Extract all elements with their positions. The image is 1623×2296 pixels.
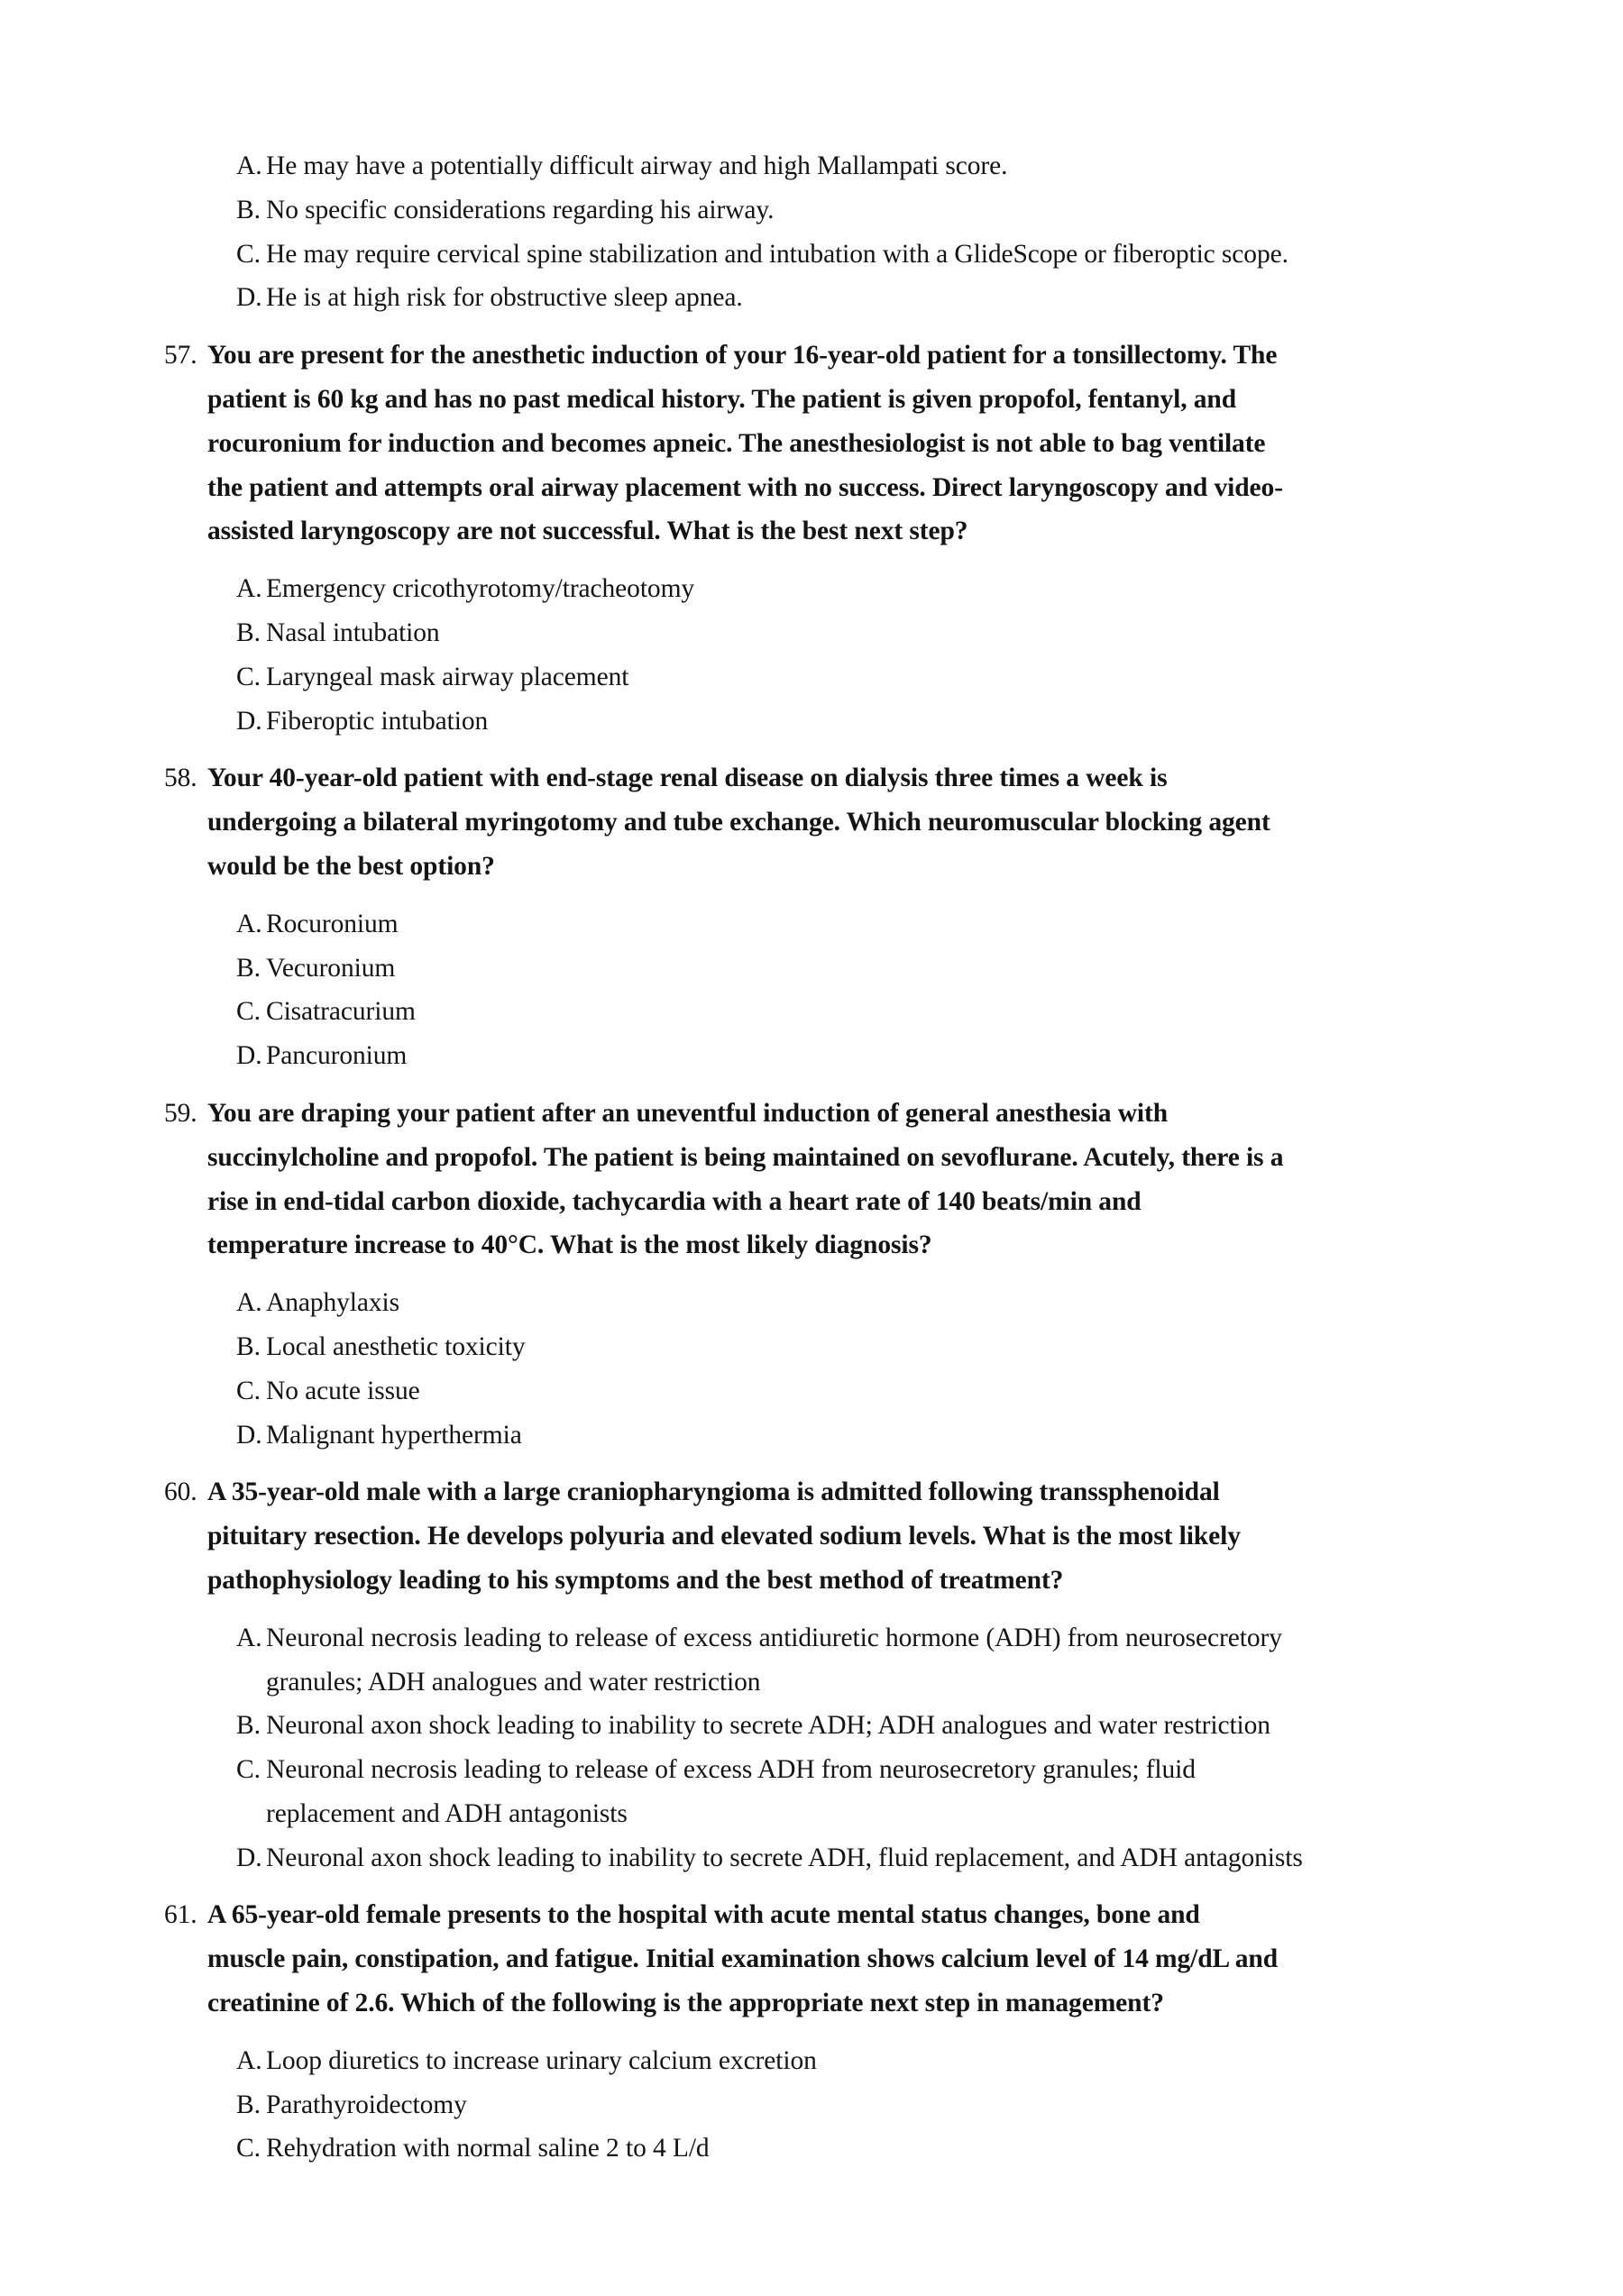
answer-option	[0, 947, 1623, 991]
option-text: He may have a potentially difficult airway and high Mallampati score.	[266, 151, 1008, 180]
question-text: A 65-year-old female presents to the hospital with acute mental status changes, bone and	[207, 1900, 1200, 1930]
question-stem-line	[0, 334, 1623, 378]
question-stem	[0, 756, 1623, 888]
question-number: 61.	[164, 1900, 197, 1930]
option-text: Anaphylaxis	[266, 1288, 400, 1318]
option-text: Rocuronium	[266, 909, 399, 938]
answer-option	[0, 567, 1623, 611]
question-text: muscle pain, constipation, and fatigue. Initial examination shows calcium level of 14 mg/dL and	[207, 1944, 1279, 1974]
answer-option	[0, 902, 1623, 947]
question-stem	[0, 1893, 1623, 2025]
question-text: patient is 60 kg and has no past medical history. The patient is given propofol, fentanyl, and	[207, 384, 1237, 414]
option-label: D.	[236, 1843, 262, 1872]
answer-option	[0, 1413, 1623, 1458]
option-text: He may require cervical spine stabilization and intubation with a GlideScope or fiberoptic scope.	[266, 239, 1288, 269]
question-stem-line	[0, 1981, 1623, 2026]
option-text: Local anesthetic toxicity	[266, 1331, 526, 1361]
question-stem-line	[0, 756, 1623, 800]
question-text: undergoing a bilateral myringotomy and tube exchange. Which neuromuscular blocking agent	[207, 808, 1270, 837]
option-label: B.	[236, 195, 261, 224]
question-number: 58.	[164, 764, 197, 793]
option-label: D.	[236, 283, 262, 313]
option-label: C.	[236, 2134, 261, 2163]
question-stem	[0, 1470, 1623, 1602]
answer-option	[0, 1325, 1623, 1369]
option-text: Emergency cricothyrotomy/tracheotomy	[266, 574, 695, 604]
option-label: B.	[236, 2090, 261, 2119]
option-text: Rehydration with normal saline 2 to 4 L/d	[266, 2134, 710, 2163]
question-stem-line	[0, 1180, 1623, 1224]
option-text: Parathyroidectomy	[266, 2090, 467, 2119]
question-stem-line	[0, 1223, 1623, 1267]
question-stem-line	[0, 422, 1623, 466]
option-label: C.	[236, 997, 261, 1027]
question-stem-line	[0, 1136, 1623, 1180]
answer-option	[0, 144, 1623, 188]
question-stem-line	[0, 845, 1623, 889]
answer-option	[0, 611, 1623, 655]
answer-option	[0, 276, 1623, 320]
answer-option-continuation	[0, 1660, 1623, 1705]
option-label: B.	[236, 1711, 261, 1741]
option-label: A.	[236, 909, 262, 938]
continued-option-list	[0, 144, 1623, 320]
question-stem	[0, 1092, 1623, 1267]
option-label: C.	[236, 239, 261, 269]
answer-option	[0, 2083, 1623, 2127]
question-text: would be the best option?	[207, 851, 495, 881]
answer-option	[0, 1704, 1623, 1748]
question-text: creatinine of 2.6. Which of the following is the appropriate next step in management?	[207, 1989, 1164, 2018]
option-label: C.	[236, 662, 261, 691]
question-item	[0, 1470, 1623, 1880]
option-text: Loop diuretics to increase urinary calcium excretion	[266, 2045, 817, 2075]
question-text: the patient and attempts oral airway placement with no success. Direct laryngoscopy and video-	[207, 472, 1283, 502]
answer-option-list	[0, 902, 1623, 1078]
option-label: D.	[236, 1041, 262, 1071]
question-stem	[0, 334, 1623, 553]
option-text: Vecuronium	[266, 953, 396, 983]
question-text: pituitary resection. He develops polyuria and elevated sodium levels. What is the most likely	[207, 1522, 1241, 1551]
question-text: You are draping your patient after an uneventful induction of general anesthesia with	[207, 1098, 1169, 1128]
question-text: A 35-year-old male with a large craniopharyngioma is admitted following transsphenoidal	[207, 1477, 1220, 1507]
question-stem-line	[0, 1893, 1623, 1937]
option-text: Fiberoptic intubation	[266, 706, 489, 736]
answer-option	[0, 1836, 1623, 1880]
option-text: He is at high risk for obstructive sleep apnea.	[266, 283, 743, 313]
question-item	[0, 1893, 1623, 2171]
option-label: B.	[236, 1331, 261, 1361]
option-text: Nasal intubation	[266, 617, 440, 647]
question-stem-line	[0, 466, 1623, 510]
answer-option	[0, 188, 1623, 233]
option-label: A.	[236, 574, 262, 604]
question-list	[0, 334, 1623, 2171]
option-text: replacement and ADH antagonists	[266, 1798, 628, 1828]
option-text: Neuronal axon shock leading to inability to secrete ADH, fluid replacement, and ADH antagonists	[266, 1843, 1303, 1872]
document-page	[0, 144, 1623, 2171]
question-stem-line	[0, 509, 1623, 553]
option-label: A.	[236, 2045, 262, 2075]
answer-option	[0, 2127, 1623, 2171]
option-label: A.	[236, 1288, 262, 1318]
question-stem-line	[0, 378, 1623, 422]
question-text: You are present for the anesthetic induction of your 16-year-old patient for a tonsillectomy. The	[207, 341, 1278, 370]
question-stem-line	[0, 1092, 1623, 1136]
option-text: Malignant hyperthermia	[266, 1420, 522, 1450]
answer-option	[0, 1748, 1623, 1792]
option-label: A.	[236, 1623, 262, 1652]
option-text: Cisatracurium	[266, 997, 416, 1027]
answer-option	[0, 990, 1623, 1034]
question-stem-line	[0, 800, 1623, 845]
answer-option	[0, 700, 1623, 744]
option-label: B.	[236, 617, 261, 647]
question-number: 60.	[164, 1477, 197, 1507]
answer-option-list	[0, 567, 1623, 743]
option-label: B.	[236, 953, 261, 983]
question-item	[0, 334, 1623, 743]
question-stem-line	[0, 1559, 1623, 1603]
question-item	[0, 756, 1623, 1078]
question-text: rocuronium for induction and becomes apneic. The anesthesiologist is not able to bag ventilate	[207, 428, 1266, 458]
question-text: rise in end-tidal carbon dioxide, tachycardia with a heart rate of 140 beats/min and	[207, 1186, 1142, 1216]
answer-option-list	[0, 1281, 1623, 1457]
question-text: pathophysiology leading to his symptoms and the best method of treatment?	[207, 1565, 1064, 1595]
option-label: D.	[236, 1420, 262, 1450]
option-text: Laryngeal mask airway placement	[266, 662, 629, 691]
answer-option	[0, 1034, 1623, 1078]
question-number: 59.	[164, 1098, 197, 1128]
question-stem-line	[0, 1937, 1623, 1981]
option-text: Neuronal necrosis leading to release of excess ADH from neurosecretory granules; fluid	[266, 1755, 1196, 1785]
option-text: granules; ADH analogues and water restriction	[266, 1667, 761, 1697]
answer-option-continuation	[0, 1792, 1623, 1836]
option-text: Neuronal necrosis leading to release of excess antidiuretic hormone (ADH) from neurosecretory	[266, 1623, 1282, 1652]
question-text: temperature increase to 40°C. What is the most likely diagnosis?	[207, 1230, 932, 1260]
option-text: No specific considerations regarding his airway.	[266, 195, 775, 224]
question-text: assisted laryngoscopy are not successful. What is the best next step?	[207, 517, 968, 546]
question-stem-line	[0, 1514, 1623, 1559]
option-label: A.	[236, 151, 262, 180]
question-number: 57.	[164, 341, 197, 370]
answer-option	[0, 1369, 1623, 1413]
question-text: succinylcholine and propofol. The patient is being maintained on sevoflurane. Acutely, there is a	[207, 1142, 1284, 1172]
answer-option	[0, 655, 1623, 700]
question-stem-line	[0, 1470, 1623, 1514]
answer-option-list	[0, 2039, 1623, 2171]
answer-option-list	[0, 1616, 1623, 1880]
answer-option	[0, 233, 1623, 277]
answer-option	[0, 2039, 1623, 2083]
answer-option	[0, 1281, 1623, 1325]
question-text: Your 40-year-old patient with end-stage renal disease on dialysis three times a week is	[207, 764, 1168, 793]
answer-option	[0, 1616, 1623, 1660]
option-label: D.	[236, 706, 262, 736]
option-label: C.	[236, 1755, 261, 1785]
option-text: No acute issue	[266, 1376, 420, 1405]
option-label: C.	[236, 1376, 261, 1405]
option-text: Pancuronium	[266, 1041, 408, 1071]
option-text: Neuronal axon shock leading to inability to secrete ADH; ADH analogues and water restriction	[266, 1711, 1270, 1741]
question-item	[0, 1092, 1623, 1457]
